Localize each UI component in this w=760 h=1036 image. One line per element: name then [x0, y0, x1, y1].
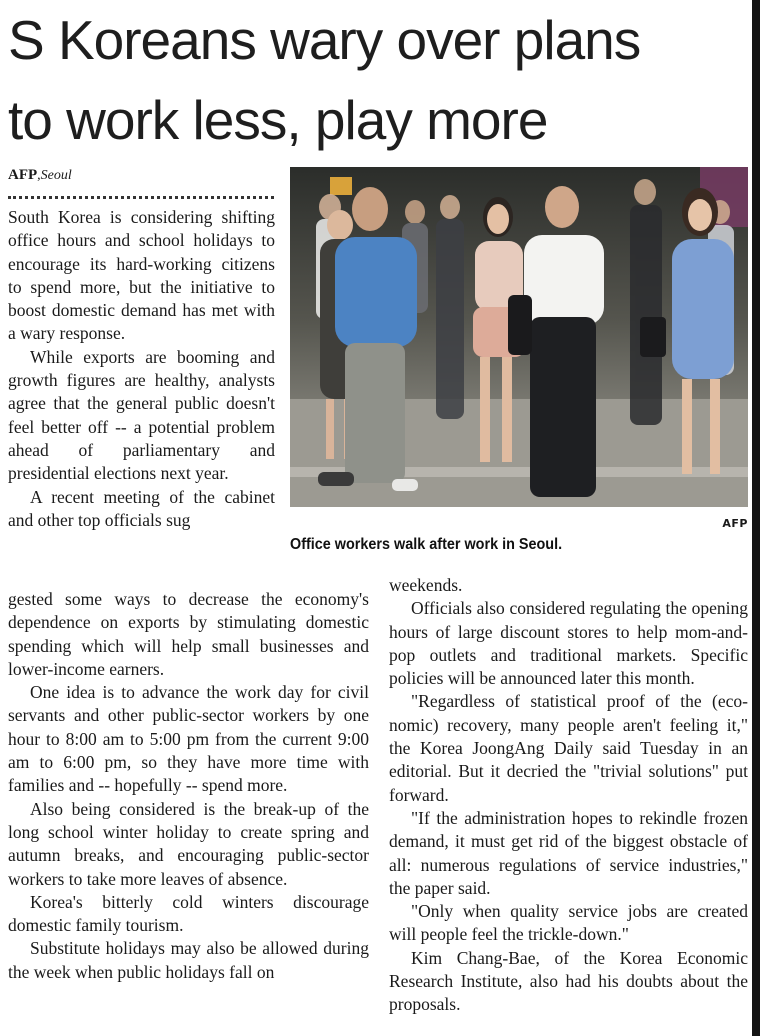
- paragraph: "Regardless of statistical proof of the (economic) recovery, many people aren't feeling it," the Korea JoongAng Daily said Tuesday in an editorial. But it decried the "trivial solutions" put forward.: [389, 691, 748, 805]
- paragraph: A recent meeting of the cabinet and other top officials sug: [8, 486, 275, 530]
- article-column-left: [8, 588, 369, 984]
- paragraph: gested some ways to decrease the economy's dependence on exports by stimulating domestic spending which will help small businesses and lower-income earners.: [8, 589, 369, 679]
- news-photo: [290, 167, 748, 507]
- byline: AFP,Seoul: [8, 167, 72, 183]
- photo-illustration: [290, 167, 748, 507]
- dotted-rule: [8, 196, 274, 199]
- paragraph: One idea is to advance the work day for civil servants and other public-sector workers by one hour to 8:00 am to 5:00 pm from the current 9:00 am to 6:00 pm, so they have more time with families and -- hopefully -- spend more.: [8, 682, 369, 796]
- paragraph: "If the administration hopes to rekindle frozen demand, it must get rid of the biggest obstacle of all: numerous regulations of service industries," the paper said.: [389, 807, 748, 898]
- photo-caption: Office workers walk after work in Seoul.: [290, 536, 563, 553]
- paragraph: Officials also considered regulating the opening hours of large discount stores to help mom-and-pop outlets and traditional markets. Specific policies will be announced later this month.: [389, 598, 748, 689]
- paragraph: weekends.: [389, 575, 463, 595]
- paragraph: Korea's bitterly cold winters discourage domestic family tourism.: [8, 891, 369, 936]
- headline: [8, 0, 752, 160]
- headline-line-1: S Koreans wary over plans: [8, 9, 641, 71]
- paragraph: South Korea is considering shifting office hours and school holidays to encourage its hard-working citizens to spend more, but the initiative to boost domestic demand has met with a wary response.: [8, 207, 275, 344]
- photo-credit: AFP: [722, 517, 748, 530]
- article-column-right: [389, 574, 748, 1017]
- paragraph: While exports are booming and growth figures are healthy, analysts agree that the general public doesn't feel better off -- a potential problem ahead of parliamentary and presidential elections next year.: [8, 346, 275, 484]
- paragraph: "Only when quality service jobs are created will people feel the trickle-down.": [389, 901, 748, 945]
- paragraph: Kim Chang-Bae, of the Korea Economic Research Institute, also had his doubts about the proposals.: [389, 947, 748, 1015]
- page-edge: [752, 0, 760, 1036]
- paragraph: Also being considered is the break-up of the long school winter holiday to create spring and autumn breaks, and encouraging public-sector workers to take more leaves of absence.: [8, 798, 369, 889]
- byline-agency: AFP: [8, 167, 38, 183]
- headline-line-2: to work less, play more: [8, 89, 548, 151]
- article-column-narrow: [8, 206, 275, 532]
- paragraph: Substitute holidays may also be allowed during the week when public holidays fall on: [8, 938, 369, 982]
- byline-place: Seoul: [40, 168, 72, 183]
